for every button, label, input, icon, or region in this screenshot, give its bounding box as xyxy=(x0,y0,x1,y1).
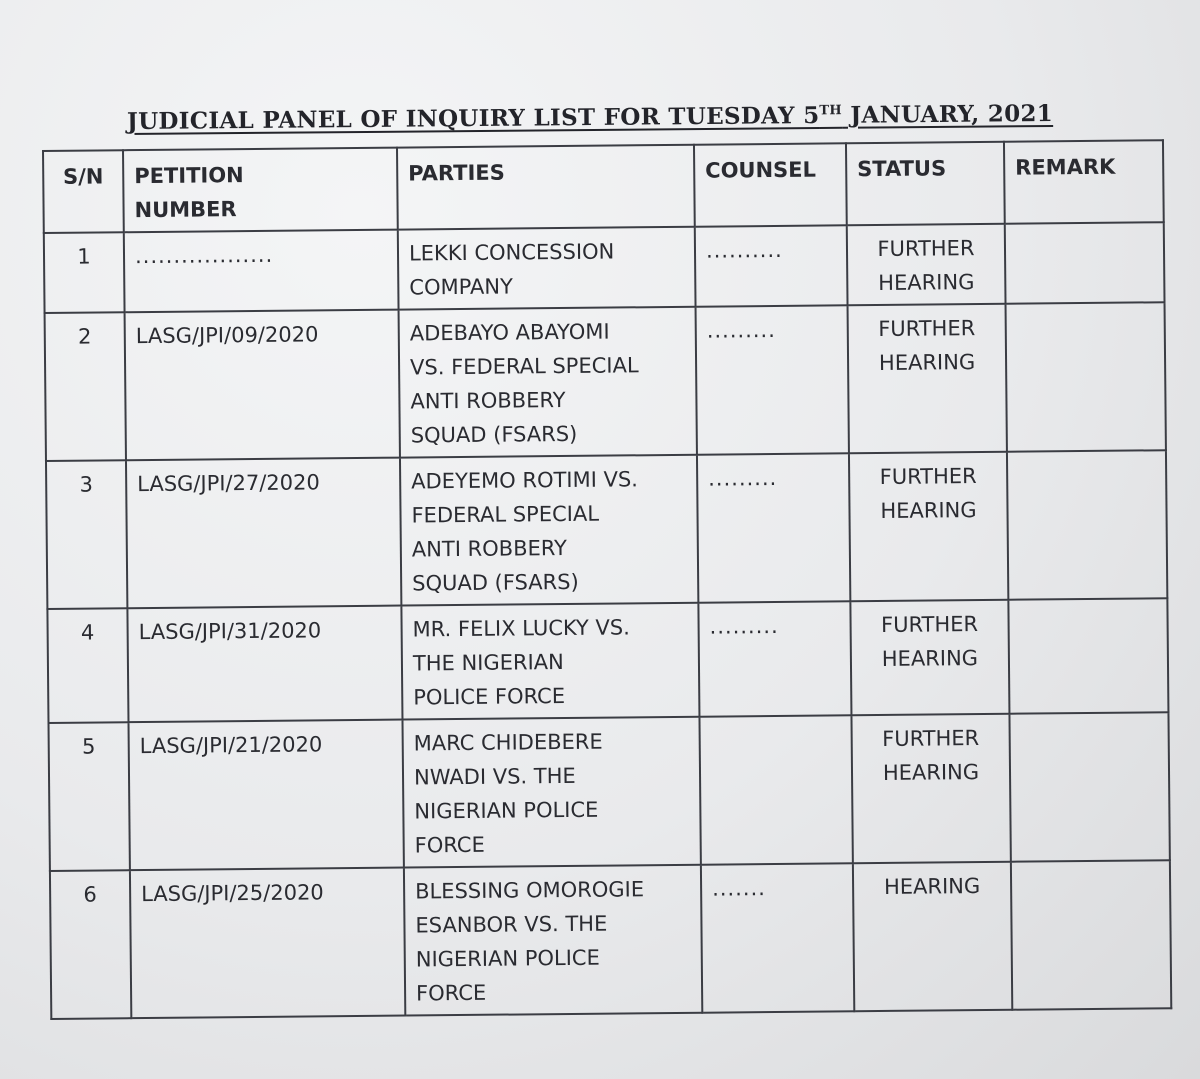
table-row xyxy=(50,860,1171,1019)
table-row xyxy=(45,302,1166,461)
parties-line: FORCE xyxy=(414,832,485,858)
header-petition-number xyxy=(123,148,398,233)
cell-counsel xyxy=(699,715,852,864)
parties-line: POLICE FORCE xyxy=(413,684,566,710)
cell-counsel: ......... xyxy=(698,601,851,716)
parties-line: VS. FEDERAL SPECIAL xyxy=(409,353,639,380)
header-remark: REMARK xyxy=(1004,140,1164,224)
cell-petition-number: LASG/JPI/25/2020 xyxy=(130,868,405,1019)
status-line: FURTHER xyxy=(878,316,976,341)
cell-status xyxy=(850,600,1009,716)
cell-remark xyxy=(1005,222,1165,304)
table-row xyxy=(44,222,1165,313)
status-line: HEARING xyxy=(882,760,980,785)
cell-petition-number: .................. xyxy=(124,230,399,313)
inquiry-list-table xyxy=(42,139,1172,1020)
parties-line: BLESSING OMOROGIE xyxy=(415,877,645,904)
parties-line: NIGERIAN POLICE xyxy=(414,797,599,824)
header-petition-line2: NUMBER xyxy=(134,197,237,223)
parties-line: NWADI VS. THE xyxy=(413,763,576,790)
status-line: HEARING xyxy=(878,350,976,375)
cell-petition-number: LASG/JPI/21/2020 xyxy=(128,720,403,871)
status-line: HEARING xyxy=(883,874,981,899)
status-line: FURTHER xyxy=(879,464,977,489)
header-parties: PARTIES xyxy=(397,145,695,230)
title-superscript: TH xyxy=(819,103,843,119)
cell-sn: 3 xyxy=(46,460,127,609)
cell-parties xyxy=(401,603,699,720)
cell-remark xyxy=(1009,712,1169,862)
parties-line: ANTI ROBBERY xyxy=(411,535,568,562)
cell-parties xyxy=(398,227,696,310)
parties-line: SQUAD (FSARS) xyxy=(412,569,579,596)
parties-line: MARC CHIDEBERE xyxy=(413,729,603,756)
cell-counsel: .......... xyxy=(695,225,848,306)
cell-parties xyxy=(402,717,700,868)
header-sn: S/N xyxy=(43,150,124,233)
header-petition-line1: PETITION xyxy=(134,163,244,189)
cell-petition-number: LASG/JPI/31/2020 xyxy=(127,606,402,723)
cell-remark xyxy=(1011,860,1171,1010)
status-line: FURTHER xyxy=(880,612,979,637)
cell-sn: 2 xyxy=(45,312,126,461)
parties-line: COMPANY xyxy=(409,274,513,300)
cell-remark xyxy=(1007,450,1167,600)
title-prefix: JUDICIAL PANEL OF INQUIRY LIST FOR TUESDAY 5 xyxy=(126,101,820,136)
parties-line: ESANBOR VS. THE xyxy=(415,911,608,938)
parties-line: FORCE xyxy=(415,980,487,1006)
cell-remark xyxy=(1006,302,1166,452)
cell-status xyxy=(848,304,1007,454)
parties-line: MR. FELIX LUCKY VS. xyxy=(412,615,630,642)
cell-sn: 4 xyxy=(47,608,128,723)
cell-petition-number: LASG/JPI/27/2020 xyxy=(126,458,401,609)
cell-status xyxy=(849,452,1008,602)
cell-status xyxy=(851,714,1010,864)
title-suffix: JANUARY, 2021 xyxy=(841,99,1054,129)
table-header-row xyxy=(43,140,1164,233)
status-line: HEARING xyxy=(880,498,977,523)
parties-line: THE NIGERIAN xyxy=(412,650,564,676)
parties-line: SQUAD (FSARS) xyxy=(410,421,578,448)
cell-parties xyxy=(399,307,697,458)
cell-sn: 6 xyxy=(50,870,131,1019)
cell-remark xyxy=(1008,598,1168,714)
status-line: FURTHER xyxy=(877,236,975,261)
header-counsel: COUNSEL xyxy=(694,143,847,226)
parties-line: ADEYEMO ROTIMI VS. xyxy=(411,467,639,494)
cell-status xyxy=(853,862,1012,1012)
cell-parties xyxy=(400,455,698,606)
status-line: FURTHER xyxy=(882,726,980,751)
parties-line: ANTI ROBBERY xyxy=(410,387,566,414)
table-row xyxy=(46,450,1167,609)
cell-sn: 1 xyxy=(44,232,125,313)
status-line: HEARING xyxy=(878,270,975,295)
cell-counsel: ....... xyxy=(701,863,854,1012)
table-row xyxy=(49,712,1170,871)
parties-line: NIGERIAN POLICE xyxy=(415,945,600,972)
header-status: STATUS xyxy=(846,142,1005,226)
table-row xyxy=(47,598,1168,723)
cell-sn: 5 xyxy=(49,722,130,871)
parties-line: FEDERAL SPECIAL xyxy=(411,501,600,528)
parties-line: LEKKI CONCESSION xyxy=(408,239,615,266)
status-line: HEARING xyxy=(881,646,979,671)
cell-parties xyxy=(404,865,702,1016)
inquiry-list-table-wrapper xyxy=(42,139,1170,1006)
cell-status xyxy=(847,224,1006,306)
cell-counsel: ......... xyxy=(696,305,849,454)
cell-counsel: ......... xyxy=(697,453,850,602)
document-title xyxy=(120,100,1060,135)
parties-line: ADEBAYO ABAYOMI xyxy=(409,319,610,346)
cell-petition-number: LASG/JPI/09/2020 xyxy=(125,310,400,461)
